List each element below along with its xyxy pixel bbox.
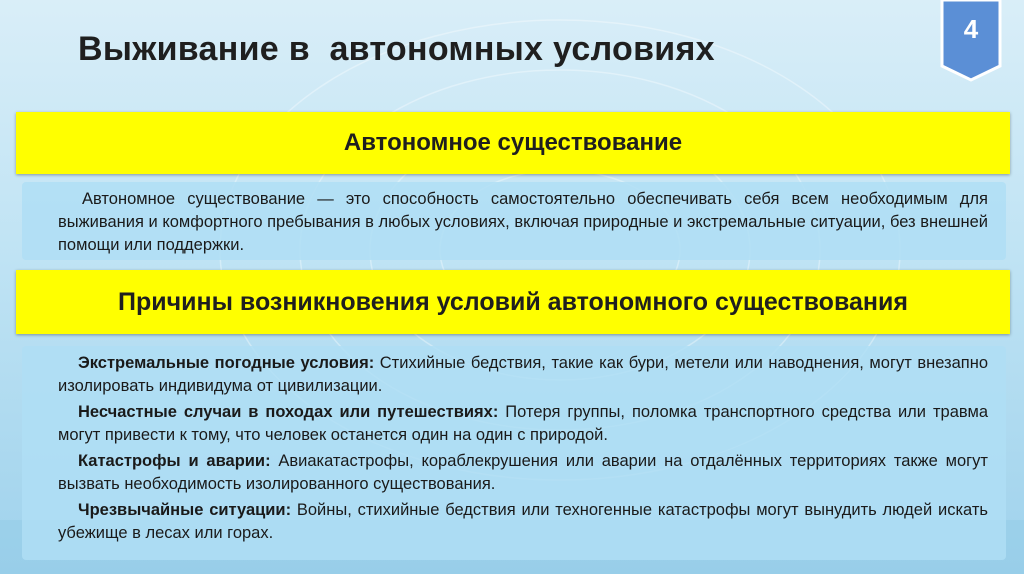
causes-panel — [22, 346, 1006, 560]
section-heading-autonomous: Автономное существование — [16, 112, 1010, 174]
cause-text: Потеря группы, поломка транспортного средства или травма могут привести к тому, что человек останется один на один с природой. — [58, 403, 988, 444]
definition-term: Автономное существование — [82, 190, 306, 208]
cause-text: Стихийные бедствия, такие как бури, метели или наводнения, могут внезапно изолировать индивидума от цивилизации. — [58, 354, 988, 395]
section-heading-causes: Причины возникновения условий автономного существования — [16, 270, 1010, 334]
cause-item — [58, 401, 988, 447]
cause-term: Экстремальные погодные условия: — [78, 354, 375, 372]
cause-text: Войны, стихийные бедствия или техногенные катастрофы могут вынудить людей искать убежище в лесах или горах. — [58, 501, 988, 542]
definition-text — [58, 188, 988, 257]
slide-number: 4 — [963, 14, 979, 44]
cause-term: Катастрофы и аварии: — [78, 452, 271, 470]
definition-body: — это способность самостоятельно обеспечивать себя всем необходимым для выживания и комфортного пребывания в любых условиях, включая природные и экстремальные ситуации, без внешней помощи или поддержки. — [58, 190, 988, 254]
cause-item — [58, 499, 988, 545]
definition-panel — [22, 182, 1006, 260]
cause-text: Авиакатастрофы, кораблекрушения или аварии на отдалённых территориях также могут вызвать необходимость изолированного существования. — [58, 452, 988, 493]
page-title: Выживание в автономных условиях — [78, 30, 715, 68]
cause-term: Чрезвычайные ситуации: — [78, 501, 292, 519]
cause-item — [58, 352, 988, 398]
cause-item — [58, 450, 988, 496]
cause-term: Несчастные случаи в походах или путешествиях: — [78, 403, 499, 421]
